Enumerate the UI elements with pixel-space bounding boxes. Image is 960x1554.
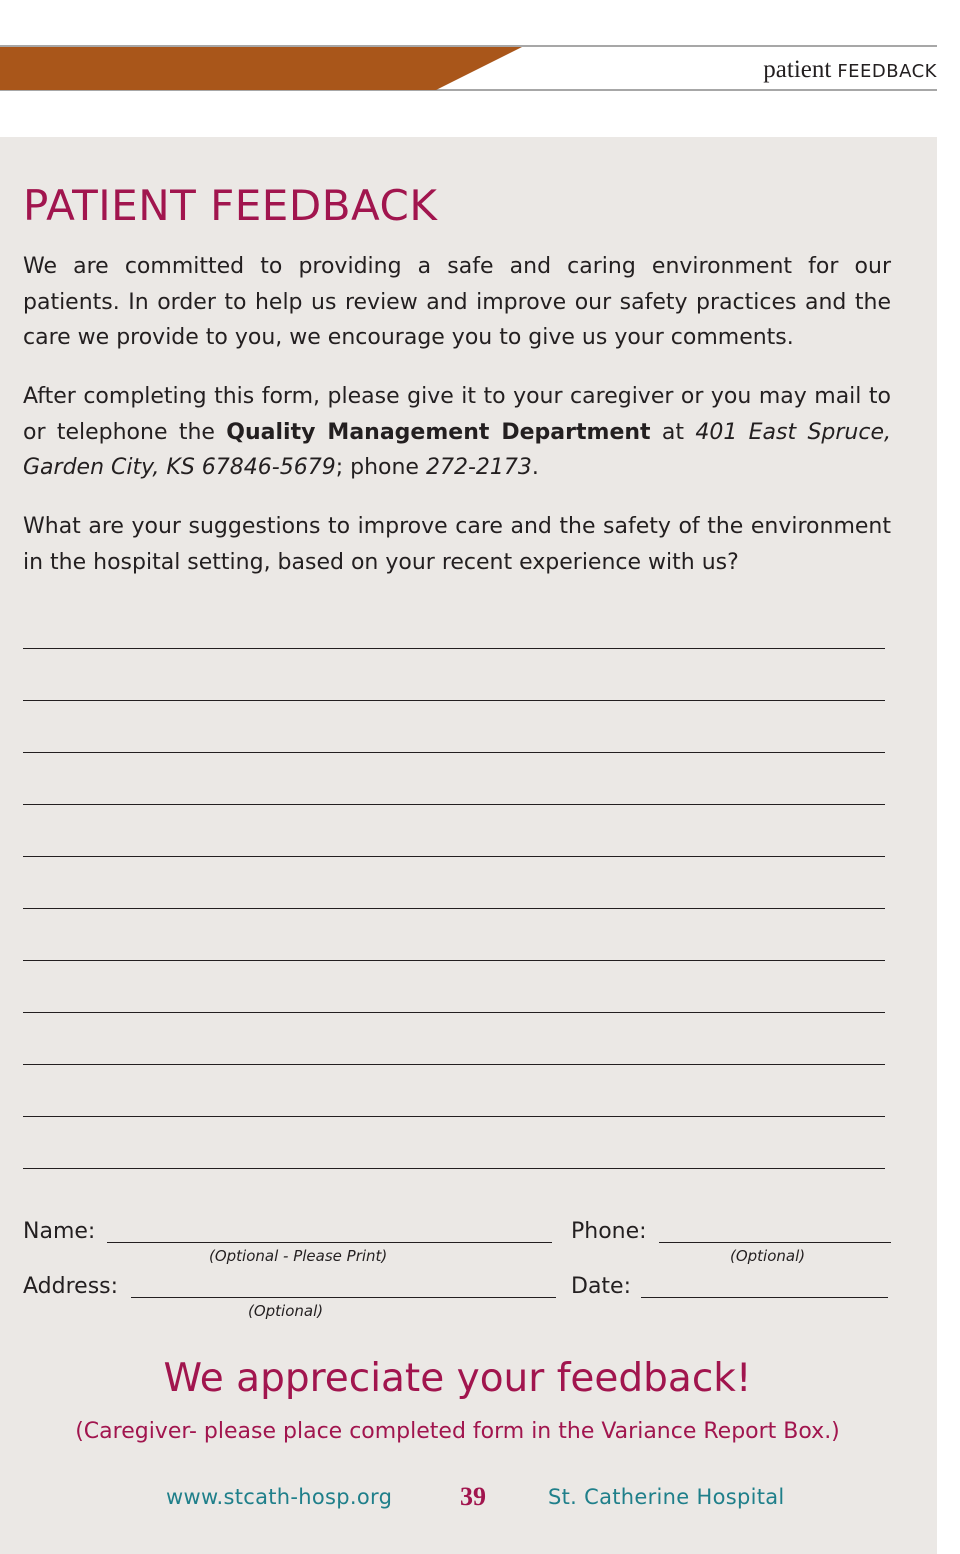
running-head [763,56,937,84]
footer-website-link[interactable]: www.stcath-hosp.org [166,1485,393,1509]
mailing-address: 401 East Spruce, Garden City, KS 67846-5679 [23,419,892,480]
sentence-end: . [531,455,539,480]
phone-label-field: Phone: [571,1219,647,1244]
department-name: Quality Management Department [226,419,651,445]
address-field[interactable] [131,1297,556,1298]
phone-field[interactable] [659,1242,891,1243]
footer-hospital-name: St. Catherine Hospital [548,1485,785,1509]
address-label: Address: [23,1274,119,1299]
comment-line[interactable] [23,960,885,961]
question-paragraph: What are your suggestions to improve care and the safety of the environment in the hospital setting, based on your recent experience with us? [23,514,891,575]
name-note: (Optional - Please Print) [209,1247,388,1265]
running-head-patient: patient [763,56,832,83]
comment-line[interactable] [23,752,885,753]
phone-number: 272-2173 [425,455,532,480]
page-title: PATIENT FEEDBACK [23,181,438,230]
caregiver-instruction: (Caregiver- please place completed form in the Variance Report Box.) [75,1419,840,1444]
date-label: Date: [571,1274,631,1299]
comment-line[interactable] [23,1168,885,1169]
comment-line[interactable] [23,1064,885,1065]
comment-line[interactable] [23,856,885,857]
comment-line[interactable] [23,908,885,909]
comment-line[interactable] [23,804,885,805]
comment-line[interactable] [23,700,885,701]
name-field[interactable] [107,1242,552,1243]
running-head-feedback: FEEDBACK [837,61,937,82]
intro-paragraph: We are committed to providing a safe and caring environment for our patients. In order to help us review and improve our safety practices and the care we provide to you, we encourage you to give us your comments. [23,254,891,350]
phone-note: (Optional) [730,1247,806,1265]
comment-line[interactable] [23,648,885,649]
contact-paragraph [23,379,891,486]
header-accent-band [0,0,960,110]
comment-line[interactable] [23,1116,885,1117]
comment-line[interactable] [23,1012,885,1013]
name-label: Name: [23,1219,96,1244]
page-number: 39 [460,1482,486,1511]
phone-label: ; phone [335,455,426,480]
at-word: at [650,419,696,445]
contact-intro: After completing this form, please give it to your caregiver or you may mail to or telephone the [23,384,891,445]
address-note: (Optional) [248,1302,324,1320]
date-field[interactable] [641,1297,888,1298]
thanks-heading: We appreciate your feedback! [163,1356,752,1401]
page-header [0,0,960,110]
